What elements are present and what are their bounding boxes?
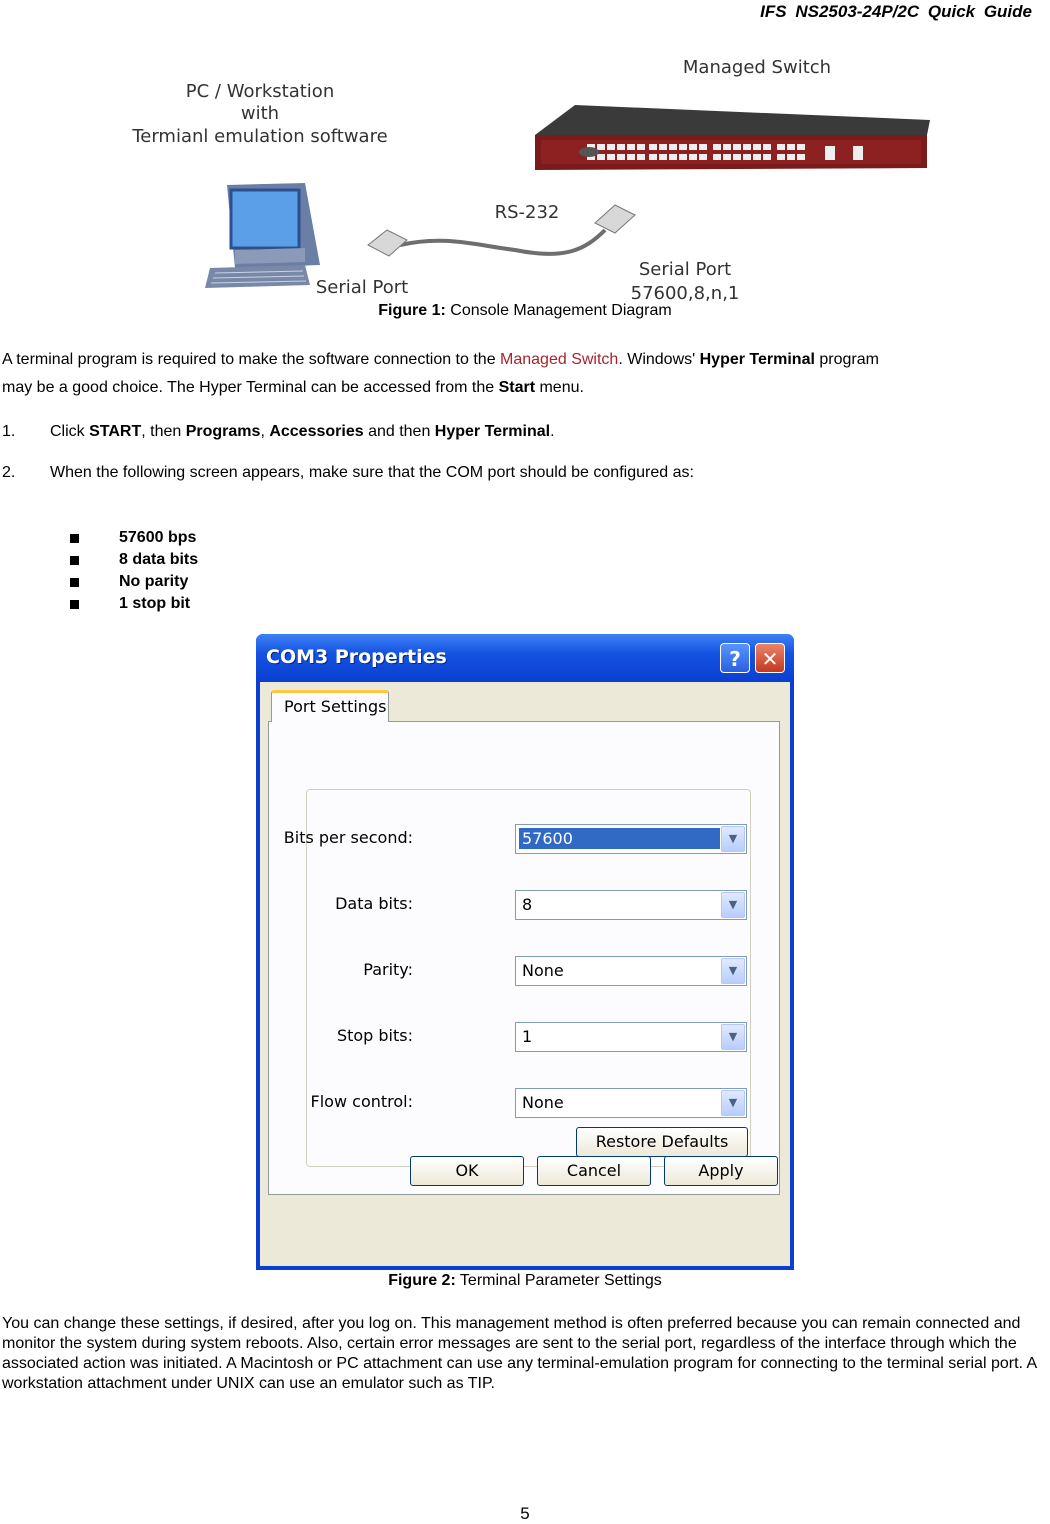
step-1-text: , [260,423,270,440]
bullet-square-icon [70,556,79,565]
tab-port-settings[interactable]: Port Settings [271,690,389,722]
bits-per-second-value: 57600 [519,828,720,849]
managed-switch-icon [535,105,930,170]
intro-text-3: program [814,351,879,368]
list-item [70,593,198,615]
intro-text-5: menu. [535,379,584,396]
serial-port-right-label: Serial Port [638,259,732,280]
flow-control-value: None [522,1093,564,1112]
bullet-square-icon [70,534,79,543]
list-item [70,571,198,593]
settings-groupbox [283,789,751,1167]
figure-2-caption-text: Terminal Parameter Settings [455,1272,662,1289]
port-settings-panel [268,721,780,1195]
bullet-square-icon [70,600,79,609]
list-item [70,549,198,571]
step-1 [2,423,555,441]
figure-2-caption [0,1272,1050,1290]
step-2-text: When the following screen appears, make sure that the COM port should be configured as: [50,464,694,481]
data-bits-select[interactable] [515,890,747,920]
com-settings-list [70,527,198,615]
step-1-text: Click [50,423,90,440]
figure-2-caption-label: Figure 2: [388,1272,456,1289]
page-header: IFS NS2503-24P/2C Quick Guide [760,2,1032,21]
pc-label-line2: with [240,103,280,124]
list-item-text: 8 data bits [119,551,199,568]
figure-1-caption [0,302,1050,320]
stop-bits-label: Stop bits: [336,1026,413,1045]
bits-per-second-label: Bits per second: [283,828,413,847]
figure-1-caption-text: Console Management Diagram [445,302,672,319]
cable-label: RS-232 [494,202,560,223]
step-2 [2,464,694,482]
step-1-text: , then [141,423,186,440]
stop-bits-value: 1 [522,1027,533,1046]
step-1-text: . [550,423,555,440]
intro-text-2: . Windows' [618,351,700,368]
flow-control-select[interactable] [515,1088,747,1118]
step-1-number: 1. [2,423,16,440]
dialog-client-area [260,682,790,1266]
bits-per-second-select[interactable] [515,824,747,854]
page-number: 5 [520,1504,530,1523]
pc-label-line3: Termianl emulation software [132,126,388,147]
list-item-text: 57600 bps [119,529,197,546]
data-bits-value: 8 [522,895,533,914]
pc-workstation-icon [205,183,320,288]
figure-1-caption-label: Figure 1: [378,302,446,319]
chevron-down-icon[interactable]: ▼ [721,826,745,852]
accessories-keyword: Accessories [269,423,364,440]
dialog-title: COM3 Properties [266,646,447,668]
step-2-number: 2. [2,464,16,481]
serial-port-left-label: Serial Port [315,277,409,298]
dialog-titlebar[interactable] [256,634,794,682]
serial-settings-label: 57600,8,n,1 [630,283,740,304]
hyper-terminal-keyword: Hyper Terminal [434,423,551,440]
managed-switch-link: Managed Switch [500,351,619,368]
console-management-diagram [115,40,935,305]
close-icon[interactable]: ✕ [755,643,785,673]
intro-paragraph [2,346,1042,402]
closing-paragraph: You can change these settings, if desired, after you log on. This management method is often preferred because you can remain connected and monitor the system during system reboots. Also, certain error messages are sent to the serial port, regardless of the interface through which the associated action was initiated. A Macintosh or PC attachment can use any terminal-emulation program for connecting to the terminal serial port. A workstation attachment under UNIX can use an emulator such as TIP. [2,1315,1037,1392]
flow-control-label: Flow control: [310,1092,413,1111]
stop-bits-select[interactable] [515,1022,747,1052]
start-keyword: START [89,423,142,440]
chevron-down-icon[interactable]: ▼ [721,1090,745,1116]
list-item [70,527,198,549]
chevron-down-icon[interactable]: ▼ [721,1024,745,1050]
data-bits-label: Data bits: [335,894,413,913]
cancel-button[interactable]: Cancel [537,1156,651,1186]
parity-value: None [522,961,564,980]
programs-keyword: Programs [185,423,261,440]
switch-label: Managed Switch [682,57,832,78]
start-bold: Start [498,379,536,396]
intro-text-1: A terminal program is required to make the software connection to the [2,351,501,368]
chevron-down-icon[interactable]: ▼ [721,892,745,918]
apply-button[interactable]: Apply [664,1156,778,1186]
step-1-text: and then [363,423,435,440]
ok-button[interactable]: OK [410,1156,524,1186]
help-icon[interactable]: ? [720,643,750,673]
list-item-text: No parity [119,573,189,590]
chevron-down-icon[interactable]: ▼ [721,958,745,984]
intro-text-4: may be a good choice. The Hyper Terminal can be accessed from the [2,379,499,396]
bullet-square-icon [70,578,79,587]
hyper-terminal-bold: Hyper Terminal [699,351,815,368]
parity-select[interactable] [515,956,747,986]
list-item-text: 1 stop bit [119,595,191,612]
restore-defaults-button[interactable]: Restore Defaults [576,1127,748,1157]
com3-properties-dialog [256,634,794,1270]
parity-label: Parity: [363,960,413,979]
pc-label-line1: PC / Workstation [185,81,335,102]
